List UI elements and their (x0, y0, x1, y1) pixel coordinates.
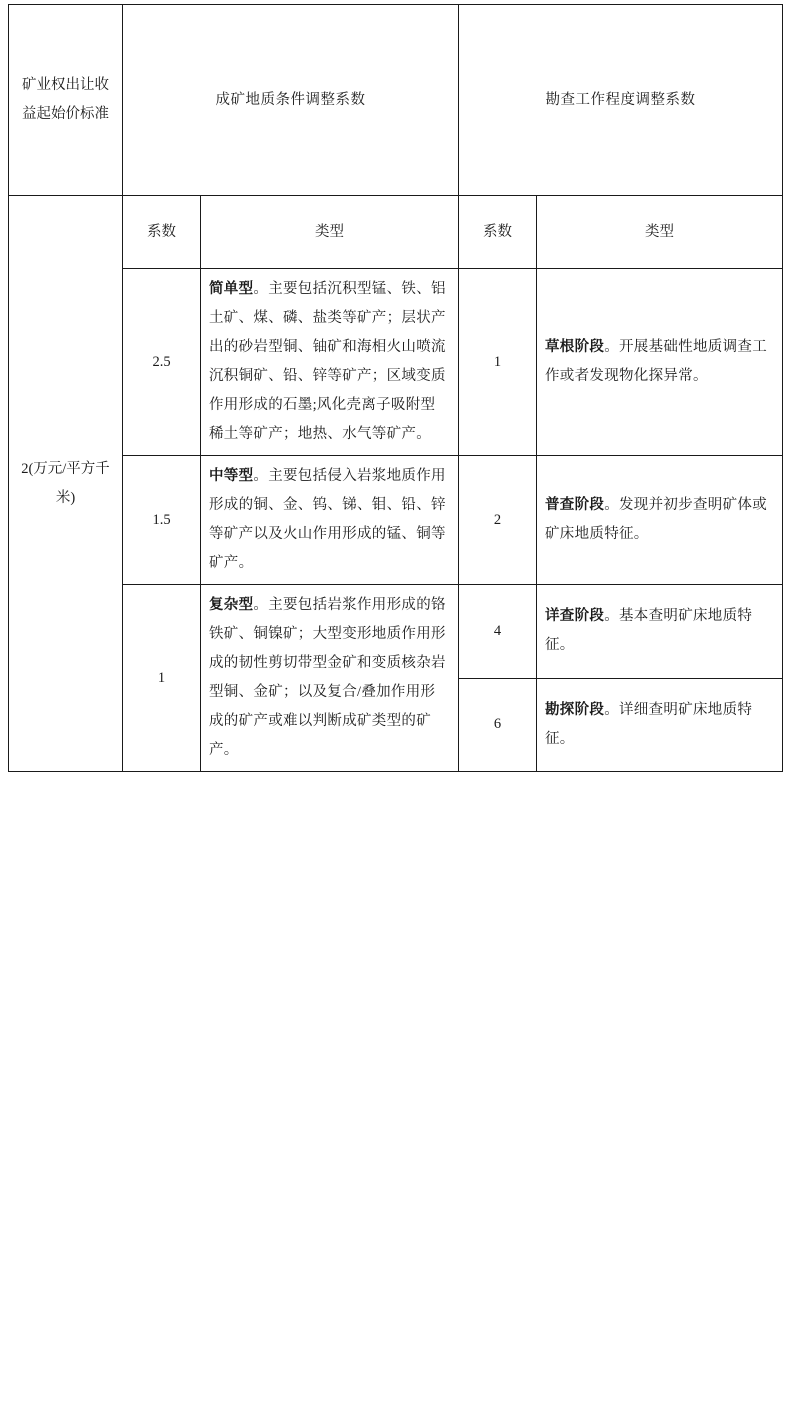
geology-type-medium-desc: 。主要包括侵入岩浆地质作用形成的铜、金、钨、锑、钼、铅、锌等矿产以及火山作用形成的锰、铜等矿产。 (209, 468, 446, 571)
header-exploration-group: 勘查工作程度调整系数 (459, 5, 783, 196)
exploration-coefficient-detailed-survey: 4 (459, 585, 537, 679)
subheader-geology-coefficient: 系数 (123, 196, 201, 269)
table-row (9, 585, 783, 679)
geology-type-simple-desc: 。主要包括沉积型锰、铁、铝土矿、煤、磷、盐类等矿产；层状产出的砂岩型铜、铀矿和海相火山喷流沉积铜矿、铅、锌等矿产；区域变质作用形成的石墨;风化壳离子吸附型稀土等矿产；地热、水气等矿产。 (209, 281, 446, 442)
exploration-stage-detailed-survey (537, 585, 783, 679)
geology-type-complex-desc: 。主要包括岩浆作用形成的铬铁矿、铜镍矿；大型变形地质作用形成的韧性剪切带型金矿和变质核杂岩型铜、金矿；以及复合/叠加作用形成的矿产或难以判断成矿类型的矿产。 (209, 597, 446, 758)
geology-type-complex (201, 585, 459, 772)
exploration-stage-detailed-survey-name: 详查阶段 (545, 608, 605, 625)
exploration-stage-exploration-name: 勘探阶段 (545, 701, 605, 718)
subheader-exploration-type: 类型 (537, 196, 783, 269)
exploration-stage-exploration-desc: 。详细查明矿床地质特征。 (545, 701, 753, 747)
exploration-coefficient-general-survey: 2 (459, 456, 537, 585)
geology-coefficient-complex: 1 (123, 585, 201, 772)
geology-type-medium-name: 中等型 (209, 468, 254, 484)
table-subheader-row (9, 196, 783, 269)
geology-type-medium (201, 456, 459, 585)
exploration-stage-grassroots-desc: 。开展基础性地质调查工作或者发现物化探异常。 (545, 339, 768, 384)
header-base-price-standard: 矿业权出让收益起始价标准 (9, 5, 123, 196)
subheader-exploration-coefficient: 系数 (459, 196, 537, 269)
geology-type-simple-name: 简单型 (209, 281, 254, 297)
exploration-stage-exploration (537, 678, 783, 772)
exploration-stage-general-survey-name: 普查阶段 (545, 497, 605, 513)
exploration-stage-general-survey-desc: 。发现并初步查明矿体或矿床地质特征。 (545, 497, 768, 542)
table-row (9, 269, 783, 456)
exploration-coefficient-exploration: 6 (459, 678, 537, 772)
exploration-stage-grassroots-name: 草根阶段 (545, 339, 605, 355)
geology-coefficient-simple: 2.5 (123, 269, 201, 456)
exploration-stage-general-survey (537, 456, 783, 585)
geology-coefficient-medium: 1.5 (123, 456, 201, 585)
exploration-stage-detailed-survey-desc: 。基本查明矿床地质特征。 (545, 608, 753, 654)
header-geology-group: 成矿地质条件调整系数 (123, 5, 459, 196)
geology-type-complex-name: 复杂型 (209, 597, 254, 613)
table-header-row (9, 5, 783, 196)
adjustment-coefficient-table (8, 4, 783, 772)
exploration-coefficient-grassroots: 1 (459, 269, 537, 456)
exploration-stage-grassroots (537, 269, 783, 456)
cell-base-price-value: 2(万元/平方千米) (9, 196, 123, 772)
geology-type-simple (201, 269, 459, 456)
subheader-geology-type: 类型 (201, 196, 459, 269)
table-row (9, 456, 783, 585)
